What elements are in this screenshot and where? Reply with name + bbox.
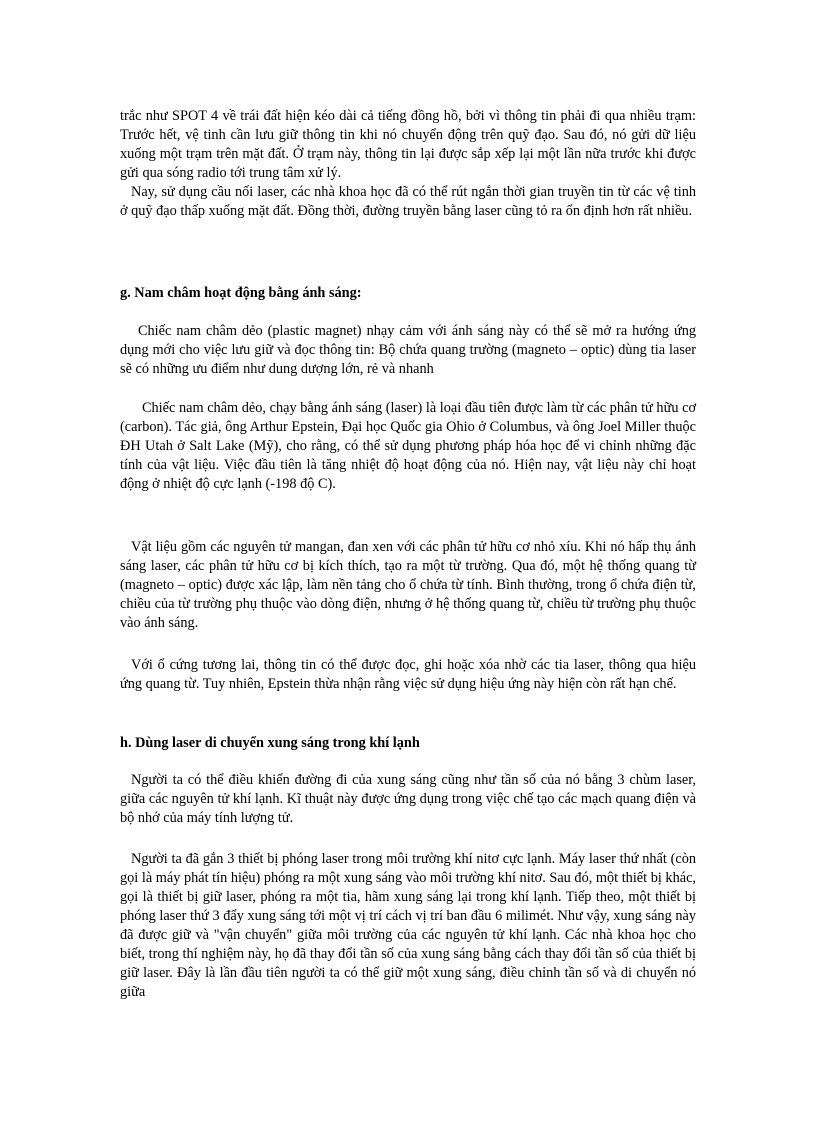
heading-section-g: g. Nam châm hoạt động bằng ánh sáng:	[120, 285, 362, 301]
paragraph-experiment: Người ta đã gắn 3 thiết bị phóng laser trong môi trường khí nitơ cực lạnh. Máy laser thứ nhất (còn gọi là máy phát tín hiệu) phóng ra một xung sáng vào môi trường khí nitơ. Sau đó, một thiết bị khác, gọi là thiết bị giữ laser, phóng ra một tia, hãm xung sáng lại trong khí lạnh. Tiếp theo, một thiết bị phóng laser thứ 3 đẩy xung sáng tới một vị trí cách vị trí ban đầu 6 milimét. Như vậy, xung sáng này đã được giữ và "vận chuyển" giữa môi trường của các nguyên tử khí lạnh. Các nhà khoa học cho biết, trong thí nghiệm này, họ đã thay đổi tần số của xung sáng bằng cách thay đổi tần số của thiết bị giữ laser. Đây là lần đầu tiên người ta có thể giữ một xung sáng, điều chỉnh tần số và di chuyển nó giữa	[120, 851, 696, 1000]
paragraph-material-composition: Vật liệu gồm các nguyên tử mangan, đan xen với các phân tử hữu cơ nhỏ xíu. Khi nó hấp thụ ánh sáng laser, các phân tử hữu cơ bị kích thích, tạo ra một từ trường. Qua đó, một hệ thống quang từ (magneto – optic) được xác lập, làm nền tảng cho ổ chứa từ tính. Bình thường, trong ổ chứa điện từ, chiều của từ trường phụ thuộc vào dòng điện, nhưng ở hệ thống quang từ, chiều từ trường phụ thuộc vào ánh sáng.	[120, 539, 696, 631]
heading-section-h: h. Dùng laser di chuyển xung sáng trong khí lạnh	[120, 735, 420, 751]
paragraph-plastic-magnet-research: Chiếc nam châm dẻo, chạy bằng ánh sáng (laser) là loại đầu tiên được làm từ các phân tử hữu cơ (carbon). Tác giả, ông Arthur Epstein, Đại học Quốc gia Ohio ở Columbus, và ông Joel Miller thuộc ĐH Utah ở Salt Lake (Mỹ), cho rằng, có thể sử dụng phương pháp hóa học để vi chỉnh những đặc tính của vật liệu. Việc đầu tiên là tăng nhiệt độ hoạt động của nó. Hiện nay, vật liệu này chỉ hoạt động ở nhiệt độ cực lạnh (-198 độ C).	[120, 400, 696, 492]
paragraph-laser-bridge: Nay, sử dụng cầu nối laser, các nhà khoa học đã có thể rút ngắn thời gian truyền tin từ các vệ tinh ở quỹ đạo thấp xuống mặt đất. Đồng thời, đường truyền bằng laser cũng tỏ ra ổn định hơn rất nhiều.	[120, 184, 696, 219]
paragraph-plastic-magnet-intro: Chiếc nam châm dẻo (plastic magnet) nhạy cảm với ánh sáng này có thể sẽ mở ra hướng ứng dụng mới cho việc lưu giữ và đọc thông tin: Bộ chứa quang trường (magneto – optic) dùng tia laser sẽ có những ưu điểm như dung dượng lớn, rẻ và nhanh	[120, 323, 696, 377]
paragraph-future-hdd: Với ổ cứng tương lai, thông tin có thể được đọc, ghi hoặc xóa nhờ các tia laser, thông qua hiệu ứng quang từ. Tuy nhiên, Epstein thừa nhận rằng việc sử dụng hiệu ứng này hiện còn rất hạn chế.	[120, 657, 696, 692]
paragraph-satellite-delay: trắc như SPOT 4 về trái đất hiện kéo dài cả tiếng đồng hồ, bởi vì thông tin phải đi qua nhiều trạm: Trước hết, vệ tinh cần lưu giữ thông tin khi nó chuyển động trên quỹ đạo. Sau đó, nó gửi dữ liệu xuống một trạm trên mặt đất. Ở trạm này, thông tin lại được sắp xếp lại một lần nữa trước khi được gửi qua sóng radio tới trung tâm xử lý.	[120, 108, 696, 181]
paragraph-laser-control: Người ta có thể điều khiển đường đi của xung sáng cũng như tần số của nó bằng 3 chùm laser, giữa các nguyên tử khí lạnh. Kĩ thuật này được ứng dụng trong việc chế tạo các mạch quang điện và bộ nhớ của máy tính lượng tử.	[120, 772, 696, 826]
